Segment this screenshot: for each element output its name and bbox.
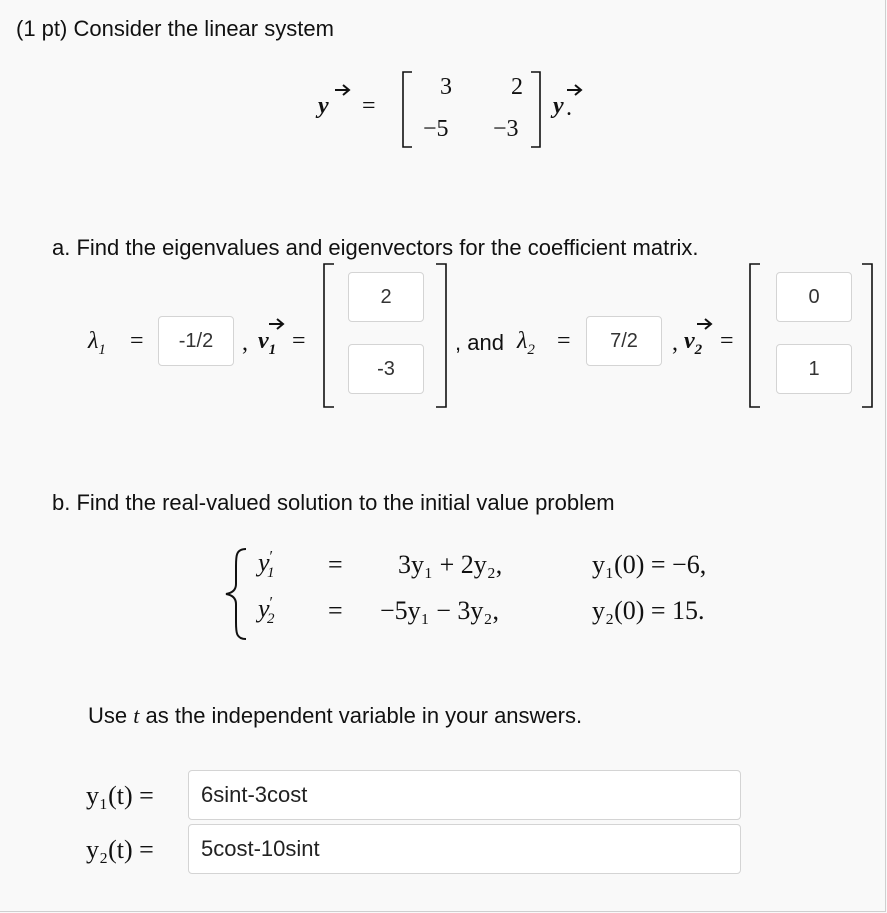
y2-answer-input[interactable]: 5cost-10sint	[188, 824, 741, 874]
part-a-prompt: a. Find the eigenvalues and eigenvectors for the coefficient matrix.	[52, 235, 699, 260]
row1-equals: =	[328, 550, 343, 579]
lambda1-label: $\lambda_1$	[88, 328, 106, 358]
vector-arrow-icon	[268, 316, 286, 330]
row2-rhs: −5y₁ − 3y₂,	[380, 596, 499, 625]
y-prime-label: y	[318, 93, 329, 119]
and-text: , and	[455, 330, 504, 355]
equals-sign: =	[362, 93, 376, 119]
row1-rhs: 3y₁ + 2y₂,	[398, 550, 503, 579]
comma: ,	[672, 330, 678, 356]
v2-bottom-input[interactable]: 1	[776, 344, 852, 394]
vector-arrow-icon	[334, 82, 352, 96]
independent-variable-hint: Use t as the independent variable in your answers.	[88, 703, 583, 728]
v2-equals: =	[720, 328, 734, 354]
v1-label: $v_1$	[258, 328, 277, 358]
v1-bottom-input[interactable]: -3	[348, 344, 424, 394]
lambda2-input[interactable]: 7/2	[586, 316, 662, 366]
row1-lhs: $y'_1$	[258, 548, 275, 582]
y-vector-label: y	[553, 93, 564, 119]
matrix-brackets-icon	[400, 70, 545, 150]
vector-arrow-icon	[566, 82, 584, 96]
part-b-prompt: b. Find the real-valued solution to the initial value problem	[52, 490, 615, 515]
v1-equals: =	[292, 328, 306, 354]
v2-label: $v_2$	[684, 328, 703, 358]
lambda1-equals: =	[130, 328, 144, 354]
matrix-r2c2: −3	[493, 116, 519, 142]
row2-initial-condition: y₂(0) = 15.	[592, 596, 705, 625]
vector-arrow-icon	[696, 316, 714, 330]
comma: ,	[242, 330, 248, 356]
matrix-r2c1: −5	[423, 116, 449, 142]
row2-equals: =	[328, 596, 343, 625]
v2-top-input[interactable]: 0	[776, 272, 852, 322]
period: .	[566, 95, 572, 121]
matrix-r1c2: 2	[511, 74, 523, 100]
v1-top-input[interactable]: 2	[348, 272, 424, 322]
lambda1-input[interactable]: -1/2	[158, 316, 234, 366]
y1-answer-input[interactable]: 6sint-3cost	[188, 770, 741, 820]
row2-lhs: $y'_2$	[258, 594, 275, 628]
left-brace-icon	[222, 546, 252, 642]
y1-label: y₁(t) =	[86, 781, 154, 810]
problem-header: (1 pt) Consider the linear system	[16, 16, 334, 41]
lambda2-label: $\lambda_2$	[517, 328, 535, 358]
lambda2-equals: =	[557, 328, 571, 354]
row1-initial-condition: y₁(0) = −6,	[592, 550, 707, 579]
matrix-r1c1: 3	[440, 74, 452, 100]
y2-label: y₂(t) =	[86, 835, 154, 864]
